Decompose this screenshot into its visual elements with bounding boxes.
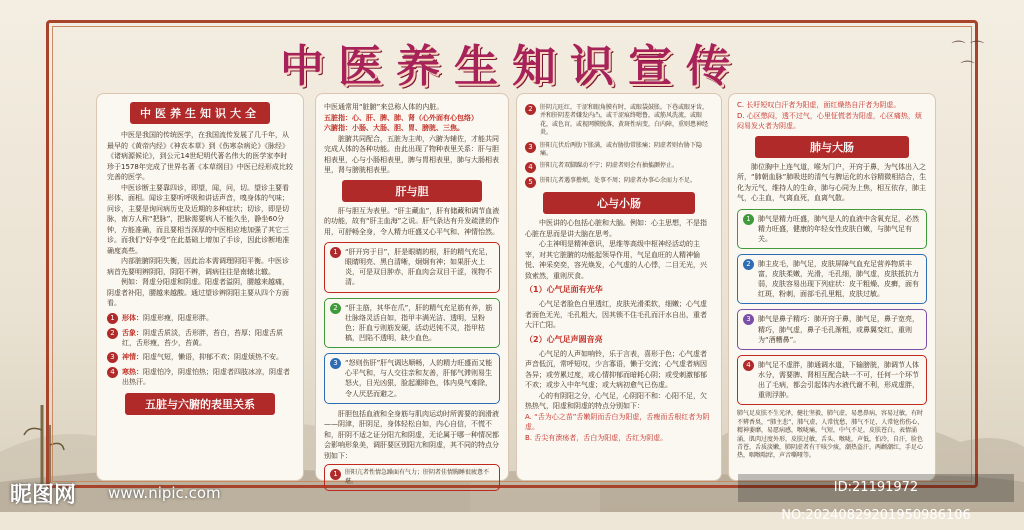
item-number: 1 xyxy=(107,313,118,324)
heart-note-b: B. 舌尖有溃疡者，舌白为阳虚，舌红为阴虚。 xyxy=(525,433,668,442)
info-box xyxy=(324,464,500,491)
item-text: 肝阳亢伏后两肋下胀满，或右胁肋常胀痛；阴虚者则右胁下隐痛。 xyxy=(540,141,703,157)
box-text: 肝阳亢者性情急躁面有气力；肝阴者佳情胸睡很疲惫不堪。 xyxy=(345,469,490,485)
box-text: 肺气是鼻子精巧：肺开窍于鼻，肺气足，鼻子宽亮，精巧，肺气虚，鼻子毛孔渐粗，或鼻翼变红，重则为“酒糟鼻”。 xyxy=(758,315,919,344)
item-number: 3 xyxy=(525,142,536,153)
info-box xyxy=(324,298,500,349)
info-box xyxy=(737,254,927,305)
list-item xyxy=(107,367,293,387)
item-text: 阴虚形瘦，阳虚形胖。 xyxy=(143,313,213,322)
list-item xyxy=(525,104,713,138)
lung-footnote: 肺气足皮肤不生光泽，健壮坚毅，肺气虚，易患鼻病，容易过敏，有时不辨香臭，“肺主悲”，肺气虚，人常忧愁，肺气不足，人常怆伤伤心，精神萎靡，易愿病感，喉咙痛，气短，中气不足，皮肤苍白，表情涌涌，肌肉过度外形，皮肤过敏，舌头、喉咙，声低，怕冷，自汗，脸色青苍，舌质淡嫩，肺阴虚者有干咳少痰，潮热盗汗，两颧潮红，手足心热，咽喉喘痒，声音嘶哑等。 xyxy=(737,410,924,460)
watermark-id: ID:21191972 NO:20240829201950986106 xyxy=(738,474,1014,502)
item-number: 3 xyxy=(330,358,341,369)
page-title: 中医养生知识宣传 xyxy=(280,41,744,92)
info-box xyxy=(324,353,500,404)
list-item xyxy=(525,142,713,159)
item-number: 2 xyxy=(107,328,118,339)
item-label: 舌象： xyxy=(122,328,143,337)
liver-yin-paragraph: 肝胆包括血液和全身筋与肌肉运动时所需要的润滑液——阴津，肝阴足，身体轻松自如，内心自信，不慌不和，肝阴不适之证分阳亢和阴虚，无论属于哪一种情况都会影响形象美，调肝要区别阳亢和阴虚，其不同的特点分别如下： xyxy=(324,409,499,460)
item-number: 1 xyxy=(330,247,341,258)
lung-paragraph: 肺位胸中上连气道，喉为门户，开窍于鼻，为气体出入之所，“肺朝血脉”肺吸进的清气与脾运化的水谷精微相结合，生化为元气，维持人的生命，肺与心同为上焦，相互依存，肺主气，心主血，气离血死，血离气散。 xyxy=(737,162,927,202)
item-number: 5 xyxy=(525,177,536,188)
item-text: 肝阳亢者遇事撸烦，处事不周；阴虚者办事心余而力不足。 xyxy=(540,177,697,185)
heart-paragraph-2: 心主神明是精神意识，思维等高级中枢神经活动的主宰，对其它脏腑的功能起领导作用，气足血旺的人精神愉悦、神采奕奕，容光焕发，心气虚的人心悸，二目无光，兴致索然，重则厌食。 xyxy=(525,240,707,280)
item-number: 3 xyxy=(743,314,754,325)
section-bar: 五脏与六腑的表里关系 xyxy=(125,393,275,415)
watermark-url: www.nipic.com xyxy=(108,484,221,502)
item-number: 2 xyxy=(525,104,536,115)
intro-panel xyxy=(96,93,304,481)
liver-panel xyxy=(315,93,509,485)
heart-subheading-1: （1）心气足面有光华 xyxy=(525,285,603,295)
heart-note-d: D. 心区憋闷，透不过气，心里怔慌者为阳虚，心区痛热，烦闷易发火者为阴虚。 xyxy=(737,111,922,130)
item-label: 形体： xyxy=(122,313,143,322)
item-label: 寒热： xyxy=(122,367,143,376)
list-item xyxy=(107,313,293,324)
section-bar: 肺与大肠 xyxy=(755,136,909,158)
info-box xyxy=(737,209,927,249)
box-text: 肺主皮毛，肺气足，皮肤屏障气血充足营养物质丰富，皮肤柔嫩，光滑，毛孔细，肺气虚，皮肤抵抗力弱，皮肤容易出现下列症状：皮干粗燥、皮癣，面有红斑，粉刺，面部毛孔里粗，皮肤过敏。 xyxy=(758,259,919,299)
heart-paragraph-3: 心气足者脸色白里透红，皮肤光滑柔软，细嫩；心气虚者面色无光，毛孔粗大，因其锁不住毛孔而汗水自出，重者大汗亡阳。 xyxy=(525,300,707,330)
intro-header: 中医养生知识大全 xyxy=(130,102,270,124)
watermark-site: 昵图网 xyxy=(10,483,77,508)
item-text: 阳虚气短，懒语，抑郁不欢；阴虚烦热不安。 xyxy=(143,352,283,361)
item-number: 4 xyxy=(743,360,754,371)
lung-panel xyxy=(728,93,936,481)
liver-paragraph: 肝与胆互为表里。“肝主藏血”，肝有储藏和调节血液的功能，故有“肝主血海”之说。肝气条达有升发疏泄的作用，可舒畅全身，令人精力旺盛又心平气和、神情怡然。 xyxy=(324,206,500,236)
intro-paragraph-1: 中医是我国的传统医学，在我国流传发展了几千年，从最早的《黄帝内经》《神农本草》到《伤寒杂病论》《脉经》《诸病源候论》，到公元14世纪明代著名伟大的医学家李时珍于1578年完成了世界名著《本草纲目》中医已经形成比较完善的医学。 xyxy=(107,131,293,181)
heart-note-c: C. 长吁短叹白汗者为阳虚，面红燥热自汗者为阴虚。 xyxy=(737,101,901,109)
box-text: “肝主筋，其华在爪”，肝的精气充足筋有养，筋壮脉络灵活自如，指甲丰满光洁、透明，呈粉色；肝血亏则筋发硬，活动迟钝不灵，指甲枯槁，凹陷不透明，缺少血色。 xyxy=(345,303,493,342)
item-number: 2 xyxy=(743,259,754,270)
info-box xyxy=(324,242,500,293)
heart-paragraph-5: 心的有阴阳之分，心气足，心阴阳不和：心阳不足，欠热热气，阳虚和阴虚的特点分别如下： xyxy=(525,391,707,411)
intro-paragraph-3: 内部脏腑阴阳失衡，因此治本需调理阴阳平衡。中医诊病首先要明辨阴阳，阴阳不辨，调病往往是南辕北辙。 xyxy=(107,257,289,276)
item-number: 2 xyxy=(330,303,341,314)
list-item xyxy=(107,328,293,348)
section-bar: 肝与胆 xyxy=(342,180,482,202)
five-organs: 五脏指：心、肝、脾、肺、肾（心外面有心包络） xyxy=(324,113,478,122)
heart-note-a: A. “舌为心之苗”舌嫩阴而舌白为阳虚，舌瘦而舌根红者为阴虚。 xyxy=(525,412,710,432)
birds-decoration: ⌒ ⌒ ⌒ xyxy=(951,41,984,77)
item-number: 4 xyxy=(525,162,536,173)
item-text: 肝阴亢旺红，干涩和眼角膜有时，或眼袋鼓胀。下巷或眼牙齿，并和肝阴差者嫌发内凸，或干涩痕终嗯鲁，或筋风洗流，或眼花，或色肓，或视网膜脱落，黄斑性病变，白内障，重则患神经炎。 xyxy=(540,104,709,137)
intro-paragraph-4: 例如：肾虚分阳虚和阴虚。阳虚者溢阴，腰越来越痛，阴虚者补阳，腰越来越酸。通过望诊辨阴阳主要从四个方面看。 xyxy=(107,278,289,307)
six-organs: 六腑指：小肠、大肠、胆、胃、膀胱、三焦。 xyxy=(324,124,464,132)
box-text: “肝开窍于目”，肝是眼睛的根，肝的精气充足，眼睛明亮、黑白清晰，炯炯有神；如果肝火上炎，可是双目肿赤，肝血肉会双目干涩，视物不清。 xyxy=(345,248,493,287)
item-number: 3 xyxy=(107,352,118,363)
info-box xyxy=(737,309,927,349)
list-item xyxy=(525,162,713,173)
heart-paragraph-4: 心气足的人声如响铃，乐于言表，喜形于色；心气虚者声音低沉，常呼短叹，少言寡语，懒于交流；心气虚者病因各异；或劳累过度，或心情抑郁而暗耗心阴；或受刺激郁郁不欢；或步入中年气虚；或大病初愈气已伤虚。 xyxy=(525,349,707,390)
item-number: 4 xyxy=(107,367,118,378)
box-text: 肺气是精力旺盛，肺气是人的血液中含氧充足，必然精力旺盛，健康的年轻女性皮肤白嫩，与肺气足有关。 xyxy=(758,214,919,243)
item-text: 阳虚怕冷，阴虚怕热；阳虚者四肢冰凉，阴虚者出热汗。 xyxy=(122,367,290,386)
section-bar: 心与小肠 xyxy=(543,192,695,214)
intro-paragraph-2: 中医诊断主要靠四诊，即望，闻，问，切。望诊主要看形体、面相。闻诊主要听呼吸和讲话声音，嗅身体的气味；问诊，主要是询问病历史及近期的多种症状；切诊，即是切脉，南方人称“把脉”，把脉需要病人不能久坐，静坐60分钟，方能准确，而且要相当深厚的中医相应地加强了其它三诊。而我们“好李受”在此基础上增加了手诊，因此诊断地准确度高些。 xyxy=(107,183,290,255)
list-item xyxy=(525,177,713,188)
item-text: 阴虚舌质淡，舌形胖，苔白，苔厚；阳虚舌质红，舌形瘦，苔少，苔黄。 xyxy=(122,328,283,347)
heart-panel xyxy=(516,93,722,481)
box-text: 肺气足不虚胖，肺通调水道，下输膀胱，肺调节人体水分，需要脾、肾相互配合缺一不可，任何一个环节出了毛病，都会引起体内水液代谢不利，形成虚胖，重则浮肿。 xyxy=(758,360,919,400)
heart-subheading-2: （2）心气足声圆音亮 xyxy=(525,334,603,344)
list-item xyxy=(107,352,293,363)
item-number: 1 xyxy=(743,214,754,225)
box-text: “怒则伤肝”肝气调达顺畅，人的精力旺盛而又能心平气和，与人交往亲和友善，肝郁气滞则易生怒火，目光凶狠，脸起潮绯色，体内臭气难除，令人厌恶而避之。 xyxy=(345,359,493,398)
organs-paragraph: 脏腑共同配合，五脏为主帅，六腑为辅佐，才能共同完成人体的各种功能。由此出现了物种表里关系：肝与胆相表里，心与小肠相表里，脾与胃相表里，肺与大肠相表里，肾与膀胱相表里。 xyxy=(324,134,499,174)
heart-paragraph-1: 中医讲的心包括心脏和大脑。例如：心主思想，不是指心脏在思而是讲大脑在思考。 xyxy=(525,219,707,238)
item-label: 神情： xyxy=(122,352,143,361)
organs-intro: 中医通常用“脏腑”来总称人体的内脏。 xyxy=(324,103,444,111)
item-number: 1 xyxy=(330,469,341,480)
info-box xyxy=(737,355,927,406)
item-text: 肝阳亢者双脚踝动不宁；阴虚者则会有抽搐颤停止。 xyxy=(540,162,679,170)
